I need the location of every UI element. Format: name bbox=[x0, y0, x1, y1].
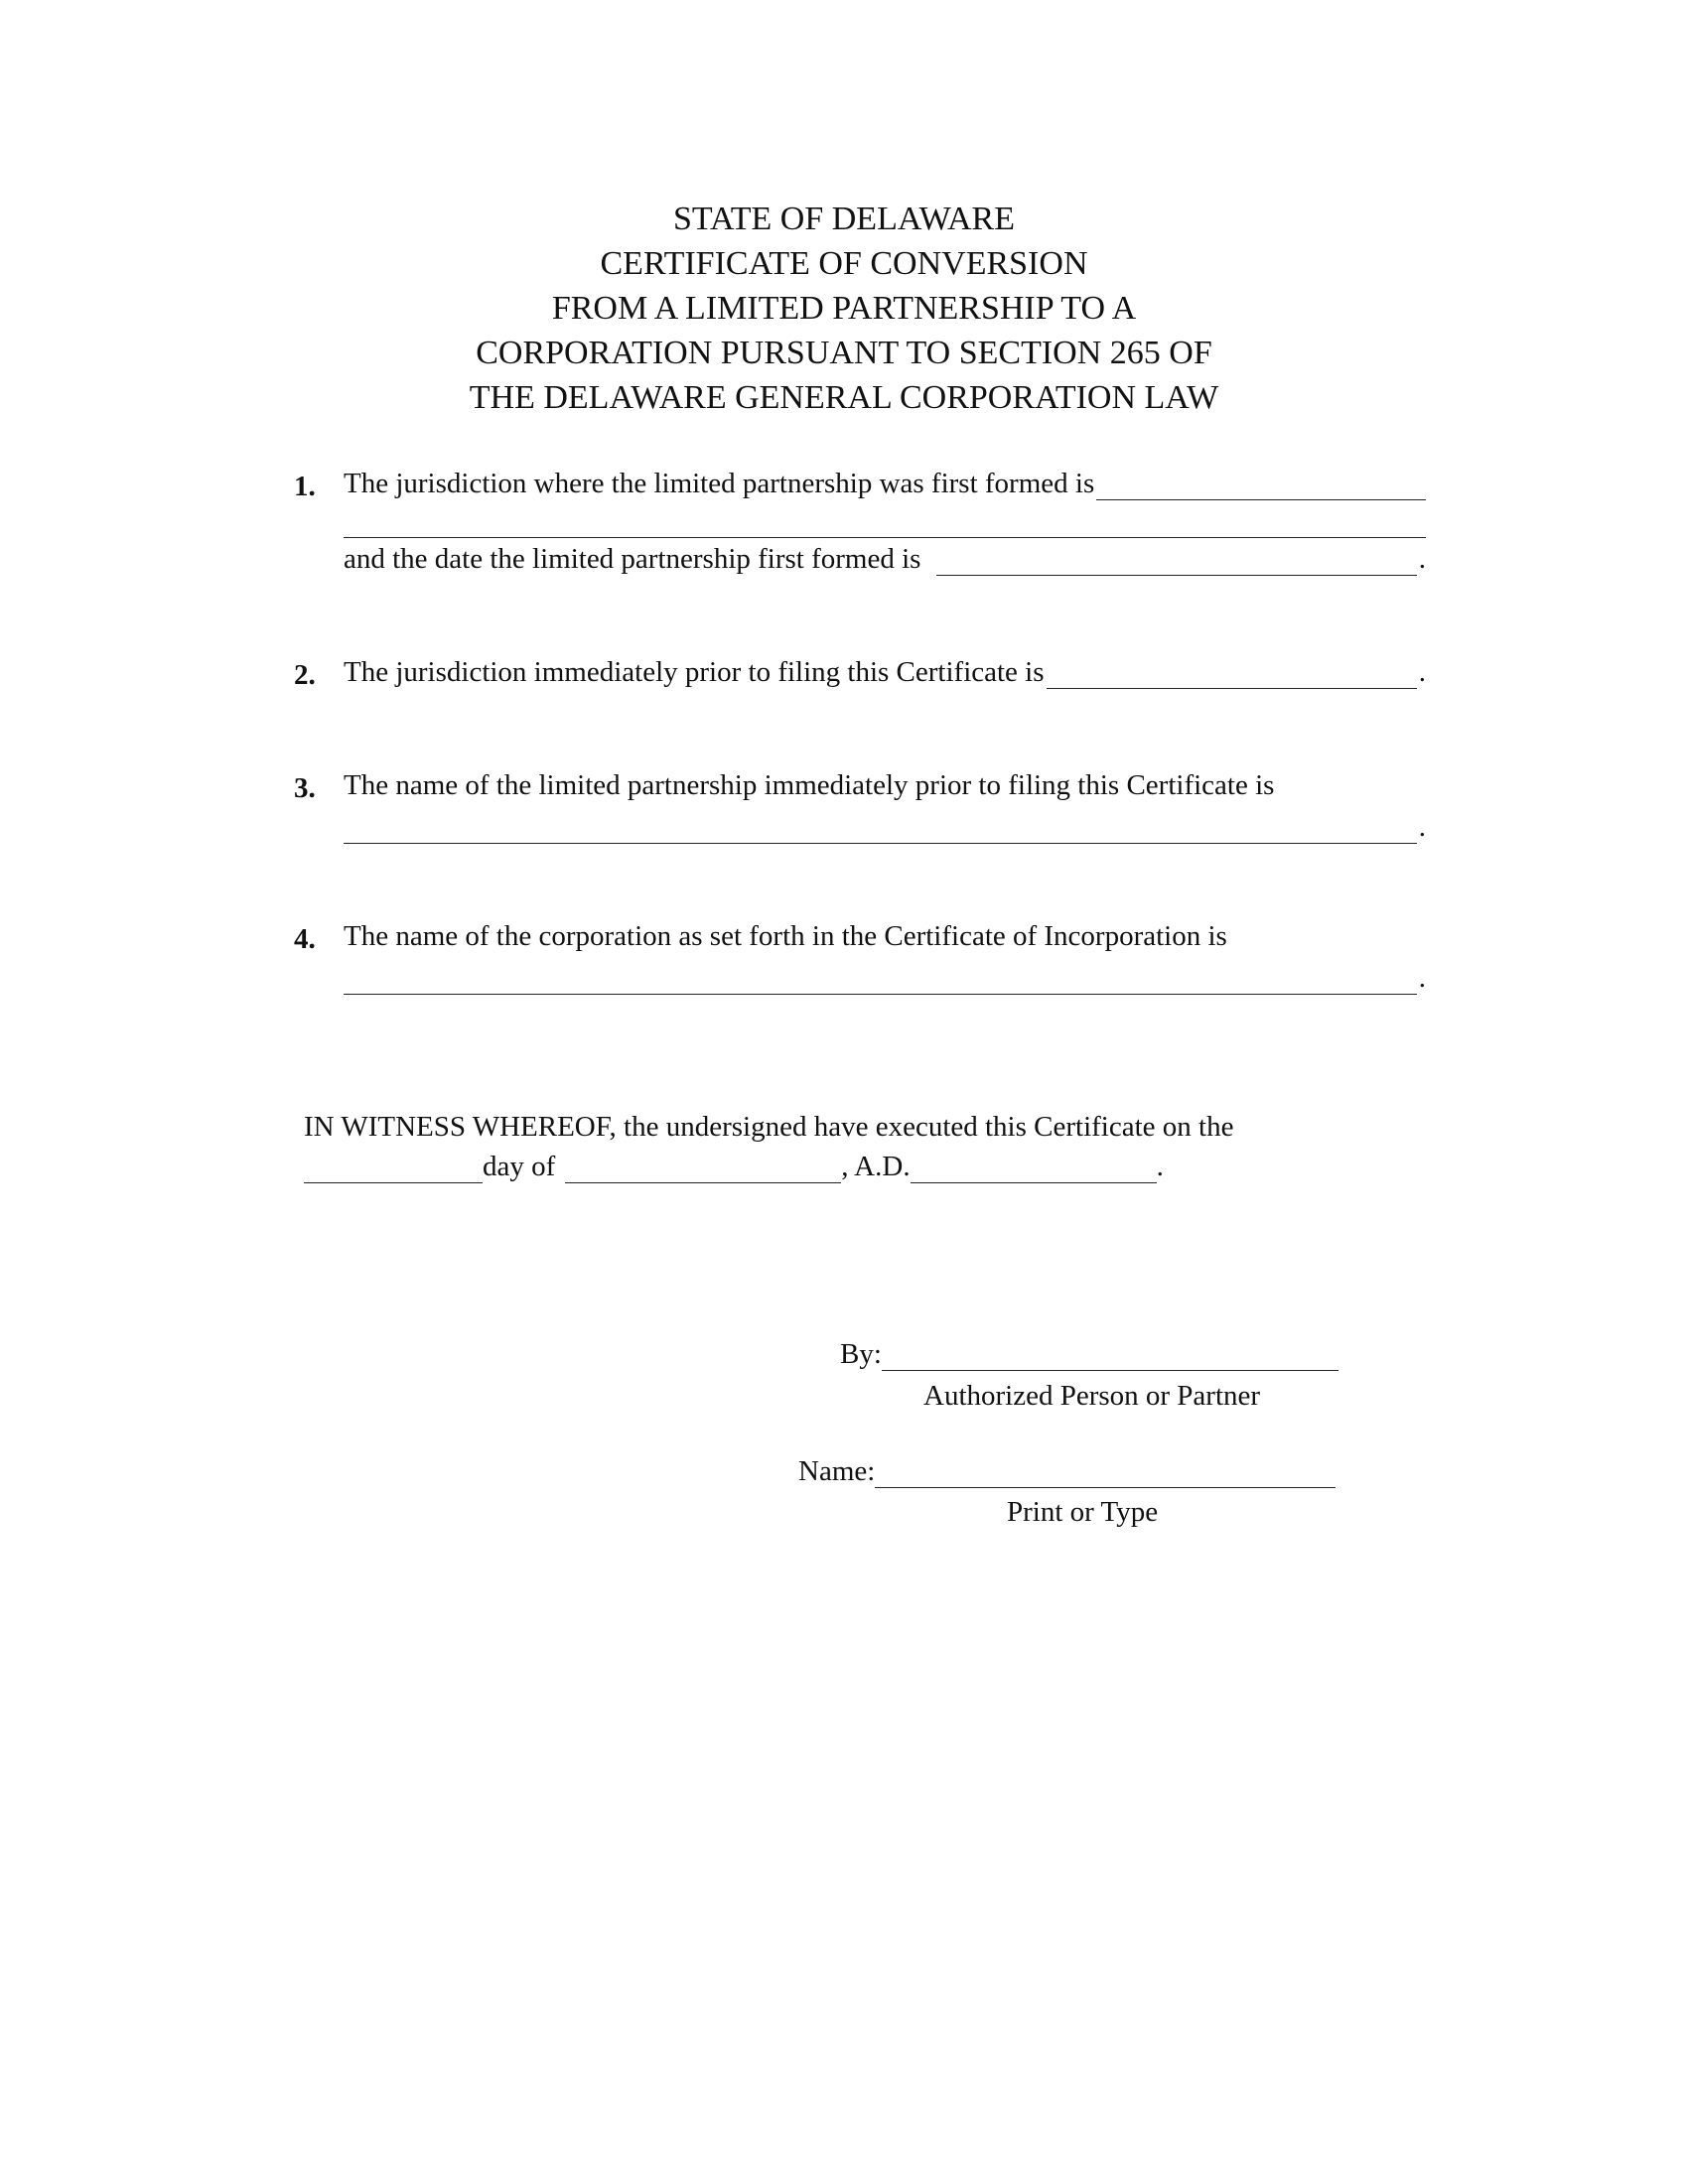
print-or-type-caption: Print or Type bbox=[1007, 1496, 1159, 1528]
jurisdiction-first-formed-field-continued[interactable] bbox=[344, 511, 1426, 538]
corporation-name-field[interactable] bbox=[344, 968, 1417, 995]
item-1-period: . bbox=[1418, 543, 1426, 575]
witness-text: IN WITNESS WHEREOF, the undersigned have executed this Certificate on the bbox=[304, 1111, 1234, 1143]
item-4-period: . bbox=[1418, 962, 1426, 994]
signature-name-row bbox=[798, 1455, 1336, 1488]
title-line-1: STATE OF DELAWARE bbox=[673, 201, 1015, 237]
witness-period: . bbox=[1156, 1151, 1164, 1182]
item-4-text: The name of the corporation as set forth in the Certificate of Incorporation is bbox=[344, 920, 1227, 952]
title-line-2: CERTIFICATE OF CONVERSION bbox=[600, 245, 1088, 282]
jurisdiction-first-formed-field[interactable] bbox=[1096, 474, 1426, 500]
title-line-4: CORPORATION PURSUANT TO SECTION 265 OF bbox=[476, 335, 1212, 371]
witness-month-field[interactable] bbox=[565, 1157, 841, 1183]
item-number: 3. bbox=[294, 772, 316, 804]
item-1-text-b: and the date the limited partnership first formed is bbox=[344, 543, 921, 575]
printed-name-field[interactable] bbox=[875, 1461, 1336, 1488]
item-2-text: The jurisdiction immediately prior to filing this Certificate is bbox=[344, 656, 1045, 688]
item-number: 1. bbox=[294, 471, 316, 502]
witness-clause bbox=[304, 1104, 1416, 1183]
item-2-period: . bbox=[1418, 656, 1426, 688]
witness-year-field[interactable] bbox=[911, 1157, 1157, 1183]
title-line-3: FROM A LIMITED PARTNERSHIP TO A bbox=[551, 290, 1137, 327]
signature-field[interactable] bbox=[882, 1344, 1338, 1371]
item-number: 2. bbox=[294, 659, 316, 691]
by-label: By: bbox=[840, 1338, 882, 1370]
name-label: Name: bbox=[798, 1455, 876, 1487]
witness-day-field[interactable] bbox=[304, 1157, 483, 1183]
title-line-5: THE DELAWARE GENERAL CORPORATION LAW bbox=[469, 379, 1219, 416]
limited-partnership-name-field[interactable] bbox=[344, 817, 1417, 844]
item-1-text-a: The jurisdiction where the limited partnership was first formed is bbox=[344, 468, 1095, 499]
date-first-formed-field[interactable] bbox=[936, 549, 1416, 576]
signature-by-row bbox=[840, 1338, 1338, 1371]
witness-day-of: day of bbox=[483, 1151, 556, 1182]
item-3-text: The name of the limited partnership immediately prior to filing this Certificate is bbox=[344, 769, 1275, 801]
authorized-person-caption: Authorized Person or Partner bbox=[923, 1380, 1261, 1412]
item-3-period: . bbox=[1418, 811, 1426, 843]
document-title bbox=[298, 197, 1390, 420]
jurisdiction-prior-field[interactable] bbox=[1047, 662, 1417, 689]
witness-ad: , A.D. bbox=[841, 1151, 911, 1182]
item-number: 4. bbox=[294, 923, 316, 955]
